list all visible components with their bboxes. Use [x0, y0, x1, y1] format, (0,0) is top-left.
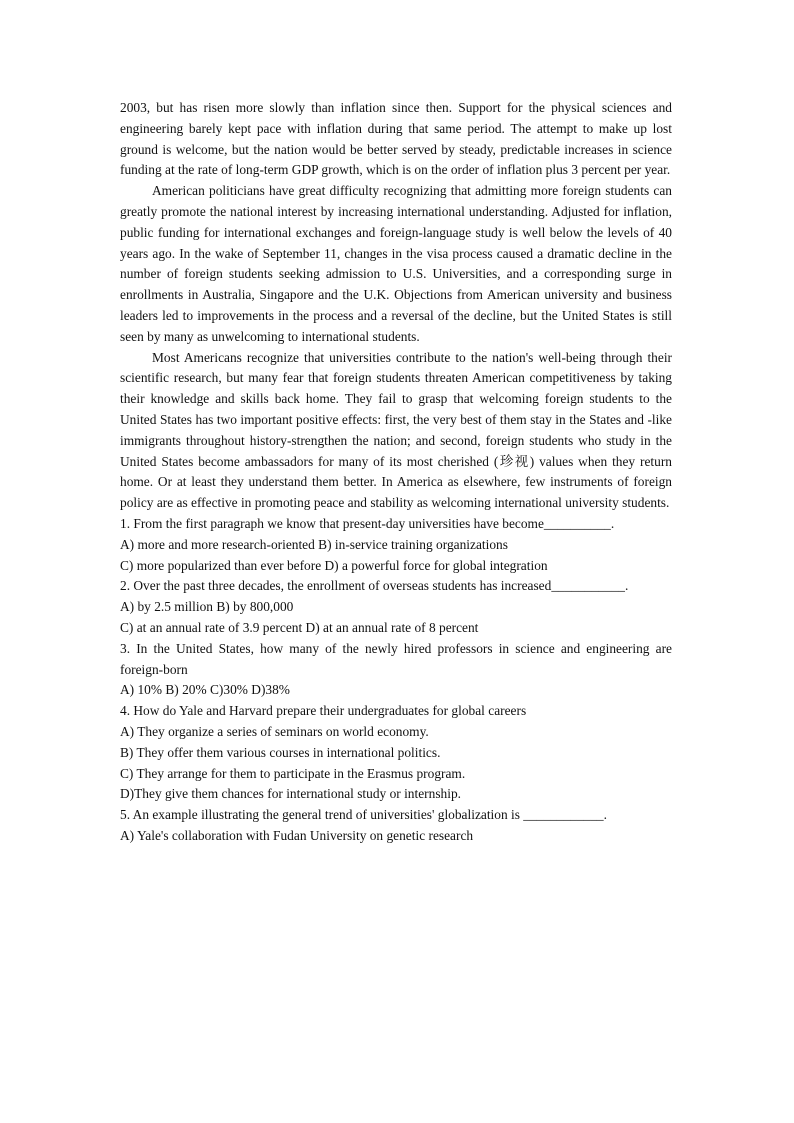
- answer-options-line: A) by 2.5 million B) by 800,000: [120, 599, 294, 615]
- question-stem: 4. How do Yale and Harvard prepare their undergraduates for global careers: [120, 703, 527, 719]
- question-stem: 2. Over the past three decades, the enrollment of overseas students has increased___________.: [120, 578, 629, 594]
- paragraph-3: Most Americans recognize that universities contribute to the nation's well-being through their scientific research, but many fear that foreign students threaten American competitiveness by taking their knowledge and skills back home. They fail to grasp that welcoming foreign students to the United States has two important positive effects: first, the very best of them stay in the States and -like immigrants throughout history-strengthen the nation; and second, foreign students who study in the United States become ambassadors for many of its most cherished (珍视) values when they return home. Or at least they understand them better. In America as elsewhere, few instruments of foreign policy are as effective in promoting peace and stability as welcoming international university students.: [120, 349, 672, 511]
- answer-option: A) Yale's collaboration with Fudan University on genetic research: [120, 827, 474, 843]
- question-3: [120, 639, 672, 701]
- question-stem: 1. From the first paragraph we know that present-day universities have become__________.: [120, 515, 615, 531]
- question-stem: 3. In the United States, how many of the newly hired professors in science and engineering are foreign-born: [120, 640, 672, 677]
- answer-option: B) They offer them various courses in international politics.: [120, 744, 441, 760]
- question-5: [120, 805, 672, 847]
- answer-options-line: C) at an annual rate of 3.9 percent D) at an annual rate of 8 percent: [120, 619, 479, 635]
- answer-option: C) They arrange for them to participate in the Erasmus program.: [120, 765, 466, 781]
- question-1: [120, 514, 672, 576]
- question-2: [120, 576, 672, 638]
- answer-option: A) They organize a series of seminars on world economy.: [120, 723, 429, 739]
- answer-options-line: C) more popularized than ever before D) a powerful force for global integration: [120, 557, 548, 573]
- paragraph-2: American politicians have great difficulty recognizing that admitting more foreign students can greatly promote the national interest by increasing international understanding. Adjusted for inflation, public funding for international exchanges and foreign-language study is well below the levels of 40 years ago. In the wake of September 11, changes in the visa process caused a dramatic decline in the number of foreign students seeking admission to U.S. Universities, and a corresponding surge in enrollments in Australia, Singapore and the U.K. Objections from American university and business leaders led to improvements in the process and a reversal of the decline, but the United States is still seen by many as unwelcoming to international students.: [120, 183, 672, 344]
- question-4: [120, 701, 672, 805]
- document-page: [120, 98, 672, 847]
- question-stem: 5. An example illustrating the general trend of universities' globalization is ____________.: [120, 807, 607, 823]
- answer-option: D)They give them chances for international study or internship.: [120, 786, 461, 802]
- answer-options-line: A) 10% B) 20% C)30% D)38%: [120, 682, 290, 698]
- answer-options-line: A) more and more research-oriented B) in-service training organizations: [120, 536, 508, 552]
- paragraph-1: 2003, but has risen more slowly than inflation since then. Support for the physical sciences and engineering barely kept pace with inflation during that same period. The attempt to make up lost ground is welcome, but the nation would be better served by steady, predictable increases in science funding at the rate of long-term GDP growth, which is on the order of inflation plus 3 percent per year.: [120, 100, 672, 178]
